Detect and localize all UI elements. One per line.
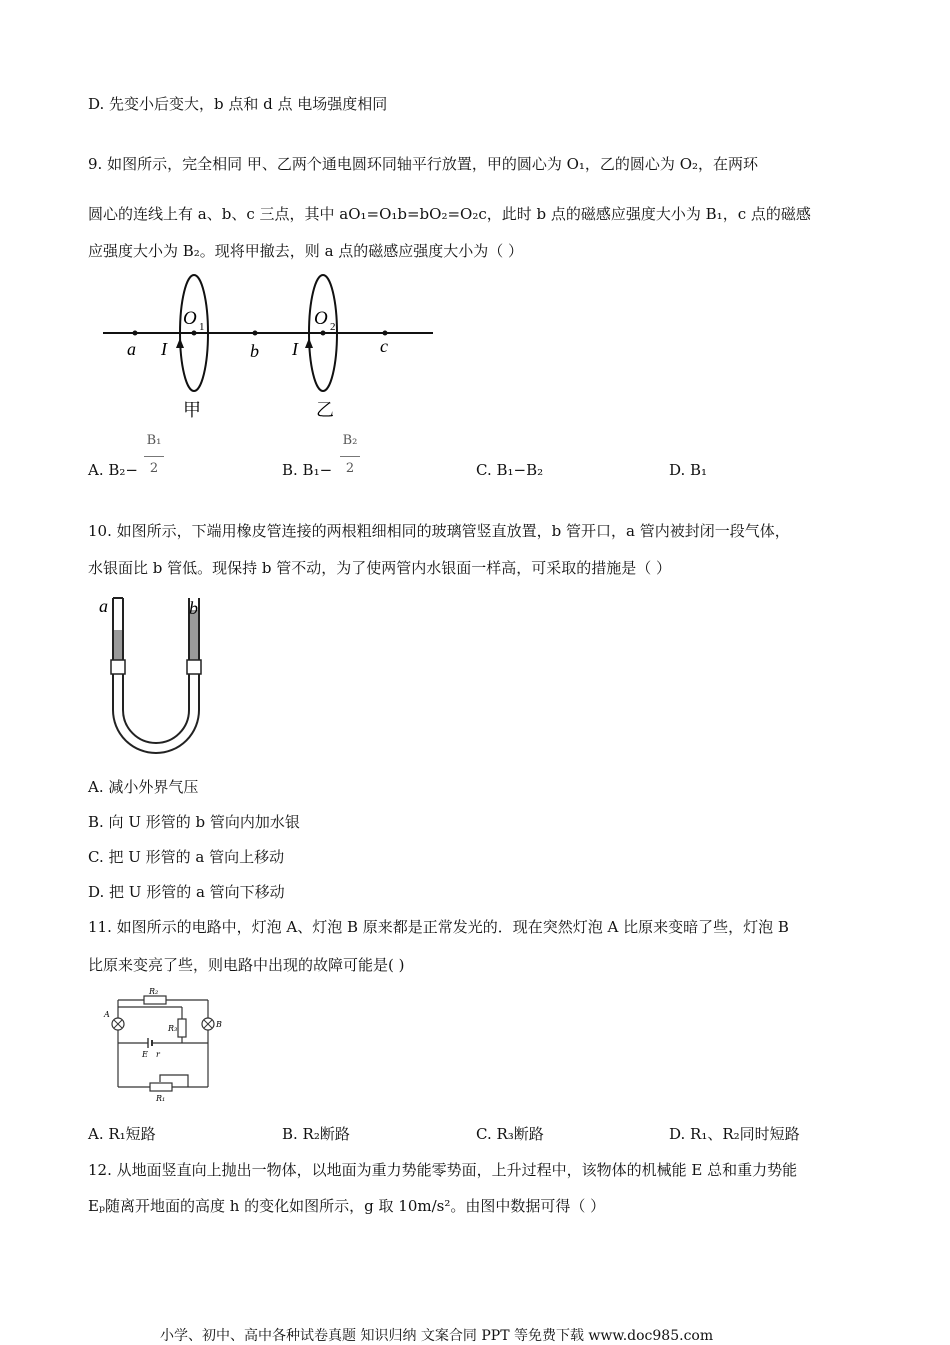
- q9-option-b-denominator: 2: [345, 461, 355, 476]
- ring-yi-label: 乙: [316, 400, 334, 421]
- q9-option-b-numerator: B₂: [342, 433, 358, 448]
- point-c-label: c: [380, 336, 388, 356]
- tube-a-label: a: [99, 596, 108, 616]
- lamp-a-label: A: [104, 1010, 110, 1019]
- page-footer: 小学、初中、高中各种试卷真题 知识归纳 文案合同 PPT 等免费下载 www.doc985.com: [160, 1328, 714, 1344]
- emf-label: E: [142, 1050, 148, 1059]
- q12-stem-line-1: 12. 从地面竖直向上抛出一物体，以地面为重力势能零势面，上升过程中，该物体的机械能 E 总和重力势能: [88, 1161, 798, 1179]
- q9-option-a-numerator: B₁: [146, 433, 162, 448]
- q9-option-d: D. B₁: [669, 461, 708, 479]
- q9-option-a: A. B₂−: [88, 461, 138, 479]
- svg-text:2: 2: [330, 321, 336, 333]
- r3-label: R₃: [168, 1024, 178, 1033]
- q9-ring-figure: [95, 270, 440, 425]
- q9-option-c: C. B₁−B₂: [476, 461, 544, 479]
- fraction-bar: [340, 456, 360, 457]
- svg-text:1: 1: [199, 321, 205, 333]
- q10-option-a: A. 减小外界气压: [88, 778, 199, 796]
- ring-jia-label: 甲: [183, 400, 201, 421]
- q12-stem-line-2: Eₚ随离开地面的高度 h 的变化如图所示，g 取 10m/s²。由图中数据可得（ ）: [88, 1197, 606, 1215]
- point-b-label: b: [250, 341, 259, 361]
- internal-resistance-label: r: [156, 1050, 160, 1059]
- point-a-label: a: [127, 339, 136, 359]
- q11-circuit-figure: [100, 985, 230, 1105]
- q11-option-b: B. R₂断路: [282, 1125, 350, 1143]
- q10-option-d: D. 把 U 形管的 a 管向下移动: [88, 883, 285, 901]
- q11-option-a: A. R₁短路: [88, 1125, 156, 1143]
- q11-option-d: D. R₁、R₂同时短路: [669, 1125, 800, 1143]
- center-o2-label: O: [314, 308, 328, 329]
- q10-u-tube-figure: [95, 590, 215, 760]
- q10-stem-line-2: 水银面比 b 管低。现保持 b 管不动，为了使两管内水银面一样高，可采取的措施是（ ）: [88, 559, 672, 577]
- lamp-b-label: B: [216, 1020, 222, 1029]
- q9-stem-line-3: 应强度大小为 B₂。现将甲撤去，则 a 点的磁感应强度大小为（ ）: [88, 242, 524, 260]
- current-label-1: I: [161, 339, 167, 359]
- q11-option-c: C. R₃断路: [476, 1125, 544, 1143]
- q10-stem-line-1: 10. 如图所示，下端用橡皮管连接的两根粗细相同的玻璃管竖直放置，b 管开口，a 管内被封闭一段气体，: [88, 522, 790, 540]
- q9-option-b: B. B₁−: [282, 461, 333, 479]
- tube-b-label: b: [189, 598, 198, 618]
- r1-label: R₁: [156, 1094, 166, 1103]
- current-label-2: I: [292, 339, 298, 359]
- q9-option-a-denominator: 2: [149, 461, 159, 476]
- current-arrow-icon: [305, 338, 313, 348]
- q9-stem-line-1: 9. 如图所示，完全相同 甲、乙两个通电圆环同轴平行放置，甲的圆心为 O₁，乙的圆心为 O₂，在两环: [88, 155, 759, 173]
- q9-stem-line-2: 圆心的连线上有 a、b、c 三点，其中 aO₁=O₁b=bO₂=O₂c，此时 b 点的磁感应强度大小为 B₁，c 点的磁感: [88, 205, 811, 223]
- fraction-bar: [144, 456, 164, 457]
- q10-option-b: B. 向 U 形管的 b 管向内加水银: [88, 813, 300, 831]
- q11-stem-line-2: 比原来变亮了些，则电路中出现的故障可能是( ): [88, 956, 405, 974]
- q10-option-c: C. 把 U 形管的 a 管向上移动: [88, 848, 285, 866]
- q11-stem-line-1: 11. 如图所示的电路中，灯泡 A、灯泡 B 原来都是正常发光的．现在突然灯泡 A 比原来变暗了些，灯泡 B: [88, 918, 789, 936]
- r2-label: R₂: [149, 987, 159, 996]
- q8-option-d: D. 先变小后变大，b 点和 d 点 电场强度相同: [88, 95, 388, 113]
- center-o1-label: O: [183, 308, 197, 329]
- current-arrow-icon: [176, 338, 184, 348]
